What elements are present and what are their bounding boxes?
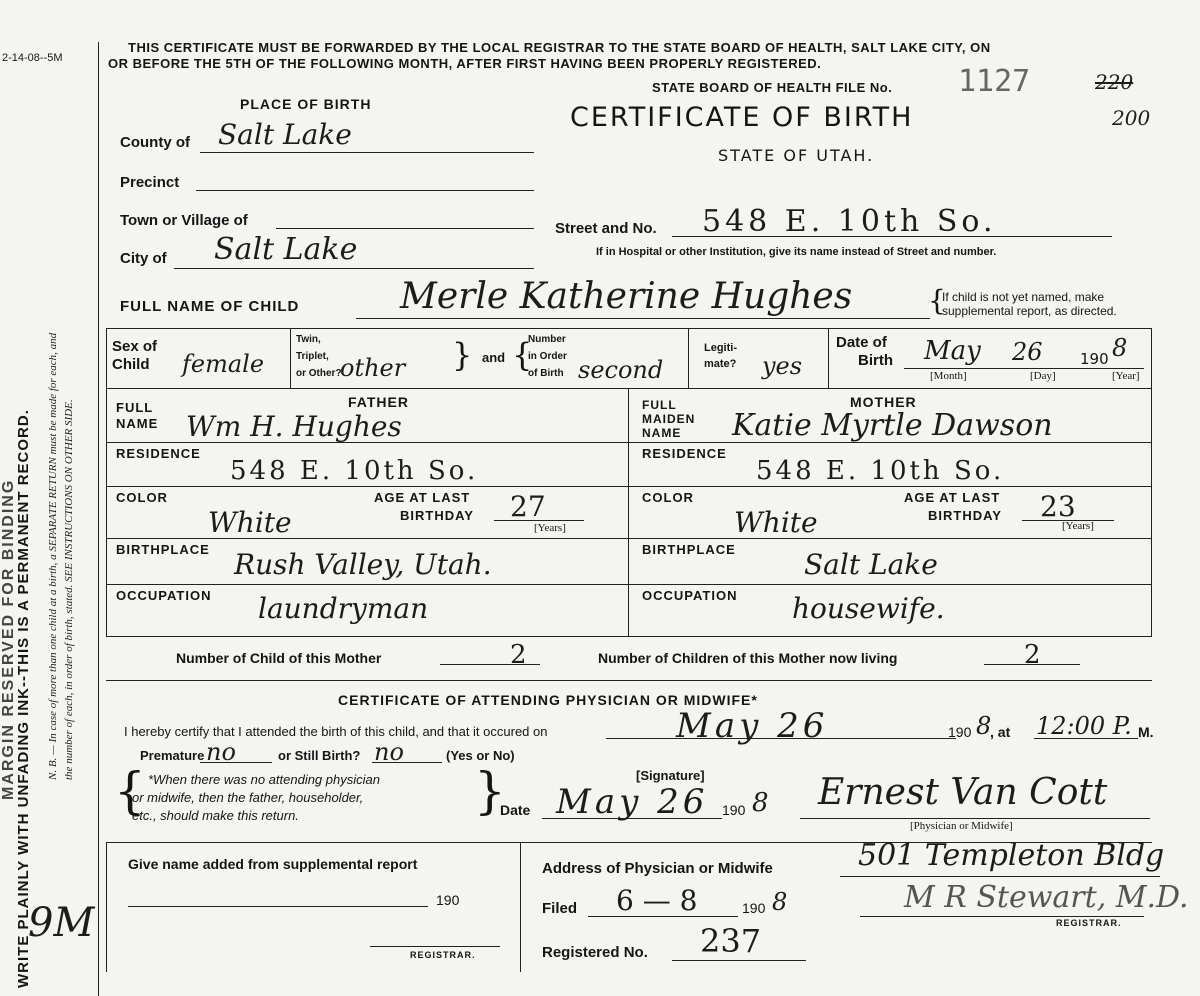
date-label: Date — [500, 802, 531, 818]
file-no-label: STATE BOARD OF HEALTH FILE No. — [652, 80, 893, 95]
signature-role-caption: [Physician or Midwife] — [910, 820, 1013, 832]
mother-heading: MOTHER — [850, 394, 917, 410]
twin-brace: } — [452, 336, 473, 374]
file-no: 1127 — [958, 64, 1031, 99]
certify-date: May 26 — [676, 706, 829, 746]
nb-note-line2: the number of each, in order of birth, stated. SEE INSTRUCTIONS ON OTHER SIDE. — [63, 399, 75, 780]
legit-label-1: Legiti- — [704, 342, 737, 354]
twin-label-1: Twin, — [296, 334, 321, 345]
precinct-label: Precinct — [120, 174, 180, 191]
file-no-struck: 220 — [1095, 70, 1134, 94]
signature-caption: [Signature] — [636, 768, 705, 783]
father-color-value: White — [208, 506, 292, 539]
mother-birthplace-value: Salt Lake — [804, 548, 938, 581]
time-value: 12:00 P. — [1036, 712, 1132, 740]
day-caption: [Day] — [1030, 370, 1056, 382]
address-value: 501 Templeton Bldg — [858, 838, 1165, 873]
supplemental-label: Give name added from supplemental report — [128, 856, 418, 872]
name-note-brace: { — [928, 284, 946, 317]
city-line — [174, 268, 534, 269]
father-birthplace-value: Rush Valley, Utah. — [234, 548, 492, 581]
certify-year-digit: 8 — [976, 712, 992, 740]
father-name-value: Wm H. Hughes — [186, 410, 402, 443]
mother-occupation-label: OCCUPATION — [642, 588, 738, 603]
mother-age-label-2: BIRTHDAY — [928, 508, 1002, 523]
physician-heading: CERTIFICATE OF ATTENDING PHYSICIAN OR MIDWIFE* — [338, 692, 758, 708]
dob-label-2: Birth — [858, 352, 893, 369]
name-note-line2: supplemental report, as directed. — [942, 304, 1117, 318]
registrar-signature-line — [860, 916, 1144, 917]
father-name-label-1: FULL — [116, 400, 154, 415]
child-row-left — [106, 328, 107, 388]
certify-text: I hereby certify that I attended the birth of this child, and that it occured on — [124, 724, 548, 739]
dob-year-digit: 8 — [1112, 334, 1128, 362]
street-value: 548 E. 10th So. — [702, 204, 997, 239]
hospital-note: If in Hospital or other Institution, give its name instead of Street and number. — [596, 246, 997, 258]
mother-residence-value: 548 E. 10th So. — [756, 456, 1005, 486]
city-value: Salt Lake — [214, 232, 358, 267]
sex-value: female — [182, 350, 265, 378]
mother-name-label-3: NAME — [642, 426, 682, 440]
stillbirth-label: or Still Birth? — [278, 748, 361, 763]
supplemental-year: 190 — [436, 892, 460, 908]
date-year-digit: 8 — [752, 788, 769, 818]
registered-label: Registered No. — [542, 944, 648, 961]
signature-line — [800, 818, 1150, 819]
form-code: 2-14-08--5M — [2, 52, 63, 64]
child-number-label: Number of Child of this Mother — [176, 650, 382, 666]
dob-year-prefix: 190 — [1080, 350, 1109, 368]
and-label: and — [482, 350, 506, 365]
father-residence-value: 548 E. 10th So. — [230, 456, 479, 486]
father-occupation-label: OCCUPATION — [116, 588, 212, 603]
yes-no-note: (Yes or No) — [446, 748, 515, 763]
county-label: County of — [120, 134, 190, 151]
legit-value: yes — [762, 352, 803, 380]
physician-note-3: etc., should make this return. — [132, 808, 299, 823]
at-label: , at — [990, 724, 1011, 740]
twin-label-3: or Other? — [296, 368, 342, 379]
order-label-3: of Birth — [528, 368, 564, 379]
place-heading: PLACE OF BIRTH — [240, 96, 372, 112]
note-brace-left: { — [114, 762, 146, 820]
child-row-top — [106, 328, 1152, 329]
city-label: City of — [120, 250, 167, 267]
mother-name-label-1: FULL — [642, 398, 677, 412]
county-value: Salt Lake — [218, 118, 352, 151]
row-line-residence — [106, 486, 1152, 487]
margin-vertical-reserved: MARGIN RESERVED FOR BINDING — [0, 478, 17, 800]
child-number-value: 2 — [510, 640, 527, 670]
supp-box-left — [106, 842, 107, 972]
twin-label-2: Triplet, — [296, 351, 329, 362]
father-years-caption: [Years] — [534, 522, 566, 534]
town-label: Town or Village of — [120, 212, 248, 229]
child-row-right — [1151, 328, 1152, 388]
year-caption: [Year] — [1112, 370, 1140, 382]
father-birthplace-label: BIRTHPLACE — [116, 542, 210, 557]
dob-day: 26 — [1012, 338, 1043, 366]
child-name-label: FULL NAME OF CHILD — [120, 298, 300, 315]
children-living-value: 2 — [1024, 640, 1041, 670]
physician-note-1: *When there was no attending physician — [148, 772, 380, 787]
precinct-line — [196, 190, 534, 191]
dob-line — [904, 368, 1144, 369]
order-label-1: Number — [528, 334, 566, 345]
instruction-line1: THIS CERTIFICATE MUST BE FORWARDED BY THE LOCAL REGISTRAR TO THE STATE BOARD OF HEALTH, SALT LAKE CITY, ON — [128, 40, 991, 55]
order-value: second — [578, 356, 664, 384]
parents-right — [1151, 388, 1152, 636]
filed-label: Filed — [542, 900, 578, 917]
supplemental-registrar-line — [370, 946, 500, 947]
father-name-label-2: NAME — [116, 416, 159, 431]
dob-month: May — [924, 336, 981, 366]
child-row-divider-3 — [828, 328, 829, 388]
child-name-line — [356, 318, 930, 319]
mother-years-caption: [Years] — [1062, 520, 1094, 532]
supplemental-registrar-caption: REGISTRAR. — [410, 950, 476, 960]
parents-left — [106, 388, 107, 636]
mother-name-value: Katie Myrtle Dawson — [732, 408, 1053, 443]
physician-note-2: or midwife, then the father, householder, — [132, 790, 364, 805]
supp-box-right — [520, 842, 521, 972]
registered-line — [672, 960, 806, 961]
mother-age-value: 23 — [1040, 490, 1076, 523]
nb-note-line1: N. B. — In case of more than one child at a birth, a SEPARATE RETURN must be made for each, and — [47, 332, 59, 780]
file-no-alt: 200 — [1112, 106, 1151, 130]
date-value: May 26 — [556, 782, 709, 822]
dob-label-1: Date of — [836, 334, 887, 351]
father-heading: FATHER — [348, 394, 409, 410]
mother-name-label-2: MAIDEN — [642, 412, 696, 426]
twin-value: other — [340, 354, 406, 382]
certificate-title: CERTIFICATE OF BIRTH — [570, 102, 914, 133]
registrar-caption: REGISTRAR. — [1056, 918, 1122, 928]
children-living-label: Number of Children of this Mother now living — [598, 650, 898, 666]
margin-vertical-main: WRITE PLAINLY WITH UNFADING INK--THIS IS A PERMANENT RECORD. — [15, 409, 32, 988]
certificate-subtitle: STATE OF UTAH. — [718, 146, 875, 165]
date-year-prefix: 190 — [722, 802, 746, 818]
child-row-divider-1 — [290, 328, 291, 388]
father-residence-label: RESIDENCE — [116, 446, 201, 461]
child-name-value: Merle Katherine Hughes — [400, 276, 853, 317]
mother-age-label-1: AGE AT LAST — [904, 490, 1001, 505]
registrar-signature: M R Stewart, M.D. — [904, 880, 1189, 915]
filed-year-prefix: 190 — [742, 900, 766, 916]
order-label-2: in Order — [528, 351, 567, 362]
sex-label-1: Sex of — [112, 338, 158, 355]
premature-value: no — [206, 738, 236, 766]
address-label: Address of Physician or Midwife — [542, 860, 773, 877]
note-brace-right: } — [474, 762, 506, 820]
child-row-bottom — [106, 388, 1152, 389]
supplemental-name-line — [128, 906, 428, 907]
registered-value: 237 — [700, 922, 762, 960]
county-line — [200, 152, 534, 153]
mother-occupation-value: housewife. — [792, 592, 945, 625]
m-label: M. — [1138, 724, 1154, 740]
mother-color-label: COLOR — [642, 490, 694, 505]
physician-top-rule — [106, 680, 1152, 681]
row-line-birthplace — [106, 584, 1152, 585]
mother-color-value: White — [734, 506, 818, 539]
margin-line — [98, 42, 99, 996]
father-color-label: COLOR — [116, 490, 168, 505]
filed-year-digit: 8 — [772, 888, 788, 916]
physician-signature: Ernest Van Cott — [818, 772, 1108, 813]
certify-year-prefix: 190 — [948, 724, 972, 740]
filed-date: 6 — 8 — [616, 884, 698, 917]
name-note-line1: If child is not yet named, make — [942, 290, 1105, 304]
father-age-value: 27 — [510, 490, 546, 523]
father-age-label-1: AGE AT LAST — [374, 490, 471, 505]
address-line — [840, 876, 1160, 877]
order-brace: { — [512, 336, 533, 374]
street-label: Street and No. — [555, 220, 657, 237]
father-age-label-2: BIRTHDAY — [400, 508, 474, 523]
instruction-line2: OR BEFORE THE 5TH OF THE FOLLOWING MONTH, AFTER FIRST HAVING BEEN PROPERLY REGISTERED. — [108, 56, 822, 71]
father-occupation-value: laundryman — [258, 592, 429, 625]
sex-label-2: Child — [112, 356, 150, 373]
stillbirth-value: no — [374, 738, 404, 766]
premature-label: Premature — [140, 748, 205, 763]
legit-label-2: mate? — [704, 358, 737, 370]
town-line — [276, 228, 534, 229]
parents-divider — [628, 388, 629, 636]
month-caption: [Month] — [930, 370, 967, 382]
margin-handwritten-note: 9M — [28, 900, 95, 946]
mother-residence-label: RESIDENCE — [642, 446, 727, 461]
parents-bottom — [106, 636, 1152, 637]
mother-birthplace-label: BIRTHPLACE — [642, 542, 736, 557]
child-row-divider-2 — [688, 328, 689, 388]
